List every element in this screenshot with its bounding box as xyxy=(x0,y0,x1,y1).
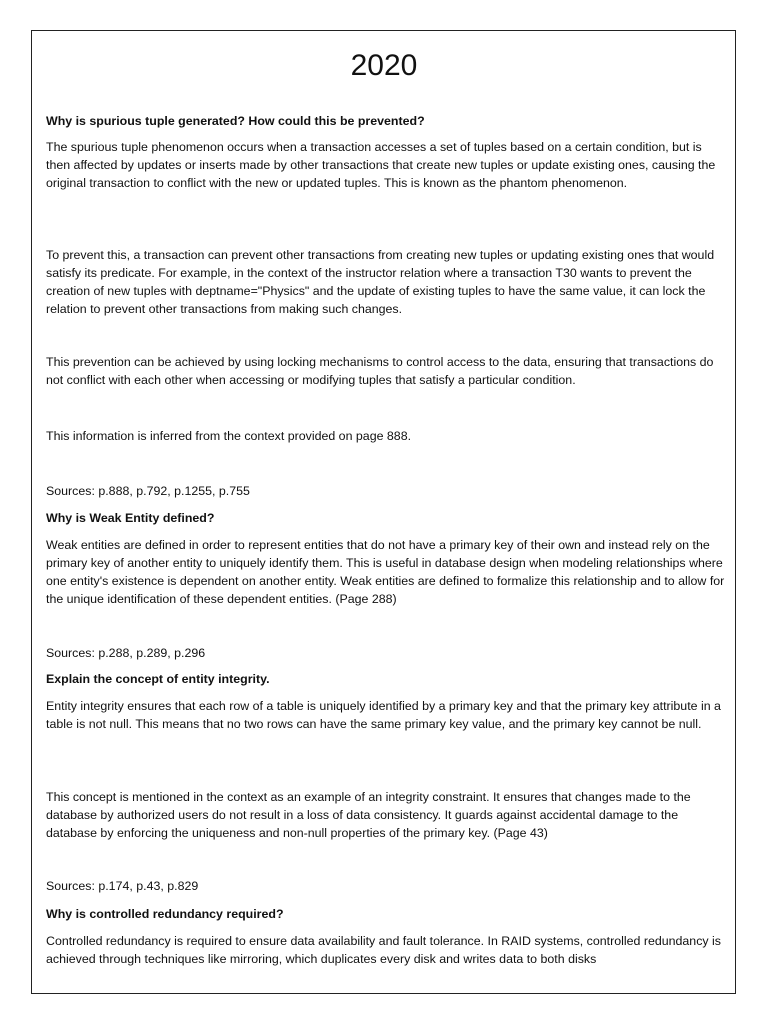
question-weak-entity: Why is Weak Entity defined? xyxy=(46,511,215,525)
answer-paragraph: Weak entities are defined in order to represent entities that do not have a primary key of their own and instead rely on the primary key of another entity to uniquely identify them. This is useful in database design when modeling relationships where one entity's existence is dependent on another entity. Weak entities are defined to formalize this relationship and to allow for the unique identification of these dependent entities. (Page 288) xyxy=(46,538,725,606)
page-title: 2020 xyxy=(350,49,418,82)
answer-paragraph: Entity integrity ensures that each row of a table is uniquely identified by a primary key and that the primary key attribute in a table is not null. This means that no two rows can have the same primary key value, and the primary key cannot be null. xyxy=(46,699,721,731)
answer-paragraph: The spurious tuple phenomenon occurs when a transaction accesses a set of tuples based on a certain condition, but is then affected by updates or inserts made by other transactions that create new tuples or update existing ones, causing the original transaction to conflict with the new or updated tuples. This is known as the phantom phenomenon. xyxy=(46,140,716,190)
sources-line: Sources: p.174, p.43, p.829 xyxy=(46,879,199,893)
answer-paragraph: Controlled redundancy is required to ensure data availability and fault tolerance. In RAID systems, controlled redundancy is achieved through techniques like mirroring, which duplicates every disk and writes data to both disks xyxy=(46,934,721,966)
question-controlled-redundancy: Why is controlled redundancy required? xyxy=(46,907,284,921)
answer-paragraph: This concept is mentioned in the context as an example of an integrity constraint. It ensures that changes made to the database by authorized users do not result in a loss of data consistency. It guards against accidental damage to the database by enforcing the uniqueness and non-null properties of the primary key. (Page 43) xyxy=(46,790,691,840)
answer-paragraph: This information is inferred from the context provided on page 888. xyxy=(46,429,412,443)
question-spurious-tuple: Why is spurious tuple generated? How could this be prevented? xyxy=(46,114,425,128)
sources-line: Sources: p.888, p.792, p.1255, p.755 xyxy=(46,484,250,498)
sources-line: Sources: p.288, p.289, p.296 xyxy=(46,646,206,660)
question-entity-integrity: Explain the concept of entity integrity. xyxy=(46,672,270,686)
answer-paragraph: This prevention can be achieved by using locking mechanisms to control access to the data, ensuring that transactions do not conflict with each other when accessing or modifying tuples that satisfy a particular condition. xyxy=(46,355,714,387)
answer-paragraph: To prevent this, a transaction can prevent other transactions from creating new tuples or updating existing ones that would satisfy its predicate. For example, in the context of the instructor relation where a transaction T30 wants to prevent the creation of new tuples with deptname="Physics" and the update of existing tuples to have the same value, it can lock the relation to prevent other transactions from making such changes. xyxy=(46,248,715,316)
